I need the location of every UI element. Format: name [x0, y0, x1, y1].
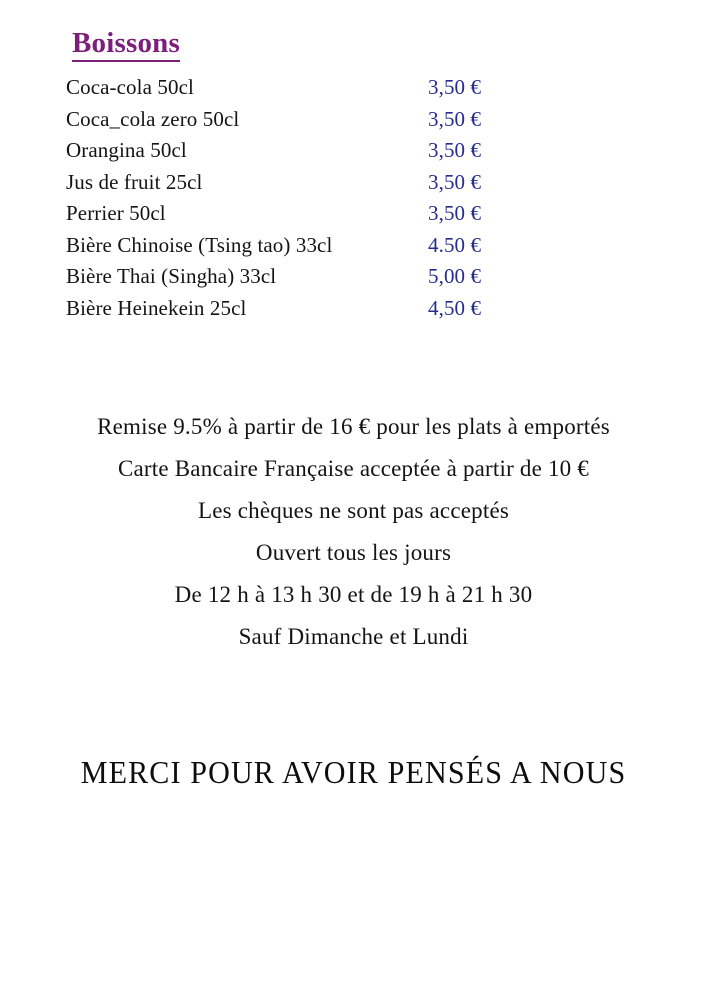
drink-row	[66, 198, 546, 230]
section-title-boissons: Boissons	[72, 28, 180, 62]
drink-row	[66, 104, 546, 136]
drink-price: 3,50 €	[428, 169, 482, 194]
drink-name: Bière Thai (Singha) 33cl	[66, 264, 277, 288]
drink-name: Jus de fruit 25cl	[66, 169, 203, 194]
notice-line: Ouvert tous les jours	[255, 540, 452, 565]
drink-row	[66, 230, 546, 262]
drink-row	[66, 261, 546, 293]
drink-row	[66, 72, 546, 104]
drink-price: 3,50 €	[428, 201, 482, 225]
drink-name: Perrier 50cl	[66, 201, 166, 225]
drink-price: 4.50 €	[428, 232, 482, 257]
drink-row	[66, 293, 546, 325]
drink-name: Coca-cola 50cl	[66, 75, 194, 99]
notices-block	[0, 406, 707, 658]
notice-line: De 12 h à 13 h 30 et de 19 h à 21 h 30	[174, 582, 533, 607]
drink-row	[66, 135, 546, 167]
drink-price: 4,50 €	[428, 295, 482, 320]
drink-price: 3,50 €	[428, 75, 482, 99]
drink-price: 3,50 €	[428, 106, 482, 131]
drink-price: 3,50 €	[428, 138, 482, 162]
drinks-list	[66, 72, 546, 324]
drink-name: Coca_cola zero 50cl	[66, 106, 240, 131]
notice-line: Les chèques ne sont pas acceptés	[197, 498, 510, 523]
drink-name: Orangina 50cl	[66, 138, 187, 162]
notice-line: Remise 9.5% à partir de 16 € pour les plats à emportés	[97, 414, 610, 439]
drink-price: 5,00 €	[428, 264, 482, 288]
notice-line: Carte Bancaire Française acceptée à partir de 10 €	[117, 456, 590, 481]
drink-name: Bière Heinekein 25cl	[66, 295, 247, 320]
footer-thanks-message: MERCI POUR AVOIR PENSÉS A NOUS	[80, 754, 627, 790]
notice-line: Sauf Dimanche et Lundi	[238, 624, 469, 649]
drink-row	[66, 167, 546, 199]
drink-name: Bière Chinoise (Tsing tao) 33cl	[66, 232, 333, 257]
